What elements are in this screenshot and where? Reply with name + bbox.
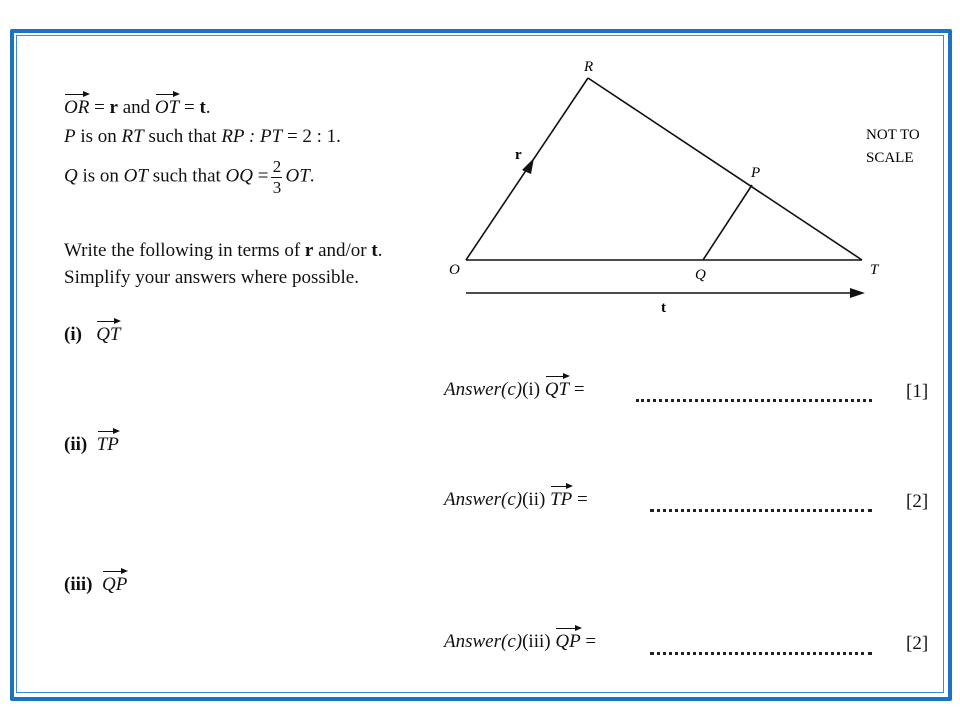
label-t-vector: t [661,300,666,316]
text: OT [285,165,310,187]
text: RP : PT [221,126,283,147]
text: and [117,97,155,118]
text: (ii) [522,489,546,510]
text: = [94,97,110,118]
label-q: Q [695,267,706,283]
arrow-t-icon [850,288,865,298]
part-iii-heading [64,575,127,594]
part-vector: QT [96,324,121,345]
not-to-scale-note: SCALE [866,150,914,166]
text: QP [555,631,581,652]
label-r-vector: r [515,147,522,163]
answer-iii-label [444,632,596,651]
text: Answer(c) [444,379,523,400]
text: and/or [313,240,372,261]
answer-i-label [444,380,585,399]
vector-or: OR [64,97,90,118]
text: RT [121,126,144,147]
vector-t: t [199,97,206,118]
arrow-r-icon [522,158,534,174]
answer-ii-field[interactable] [650,509,872,512]
answer-i-field[interactable] [636,399,872,402]
text: = [253,165,269,187]
text: P [64,126,76,147]
answer-iii-field[interactable] [650,652,872,655]
segment-qp [703,185,752,260]
text: Answer(c) [444,489,523,510]
marks-i: [1] [906,381,929,402]
text: Write the following in terms of [64,240,305,261]
text: such that [143,126,222,147]
text: is on [77,165,124,187]
answer-ii-label [444,490,588,509]
text: QT [544,379,570,400]
text: (iii) [522,631,551,652]
marks-ii: [2] [906,491,929,512]
text: TP [550,489,573,510]
part-number: (iii) [64,574,93,595]
label-o: O [449,262,460,278]
numerator: 2 [272,157,282,176]
side-rt [588,78,862,260]
text: = [577,489,588,510]
text: r [304,240,314,261]
instruction-line-2: Simplify your answers where possible. [64,267,359,288]
part-vector: TP [96,434,119,455]
vector-r: r [109,97,118,118]
text: t [371,240,378,261]
marks-iii: [2] [906,633,929,654]
text: OT [123,165,148,187]
part-vector: QP [102,574,128,595]
text: . [309,165,315,187]
label-r-point: R [584,59,594,75]
label-t-point: T [870,262,879,278]
text: = [585,631,597,652]
text: = [573,379,585,400]
text: Q [64,165,78,187]
part-number: (ii) [64,434,88,455]
text: . [377,240,383,261]
text: such that [147,165,226,187]
part-ii-heading [64,435,119,454]
part-number: (i) [64,324,82,345]
label-p: P [751,165,761,181]
not-to-scale-note: NOT TO [866,127,920,143]
part-i-heading [64,325,120,344]
text: OQ [225,165,253,187]
denominator: 3 [272,177,282,197]
text: = 2 : 1. [282,126,341,147]
text: is on [75,126,122,147]
vector-ot: OT [154,97,180,118]
text: (i) [522,379,541,400]
text: = [179,97,200,118]
text: . [205,97,211,118]
text: Answer(c) [444,631,523,652]
